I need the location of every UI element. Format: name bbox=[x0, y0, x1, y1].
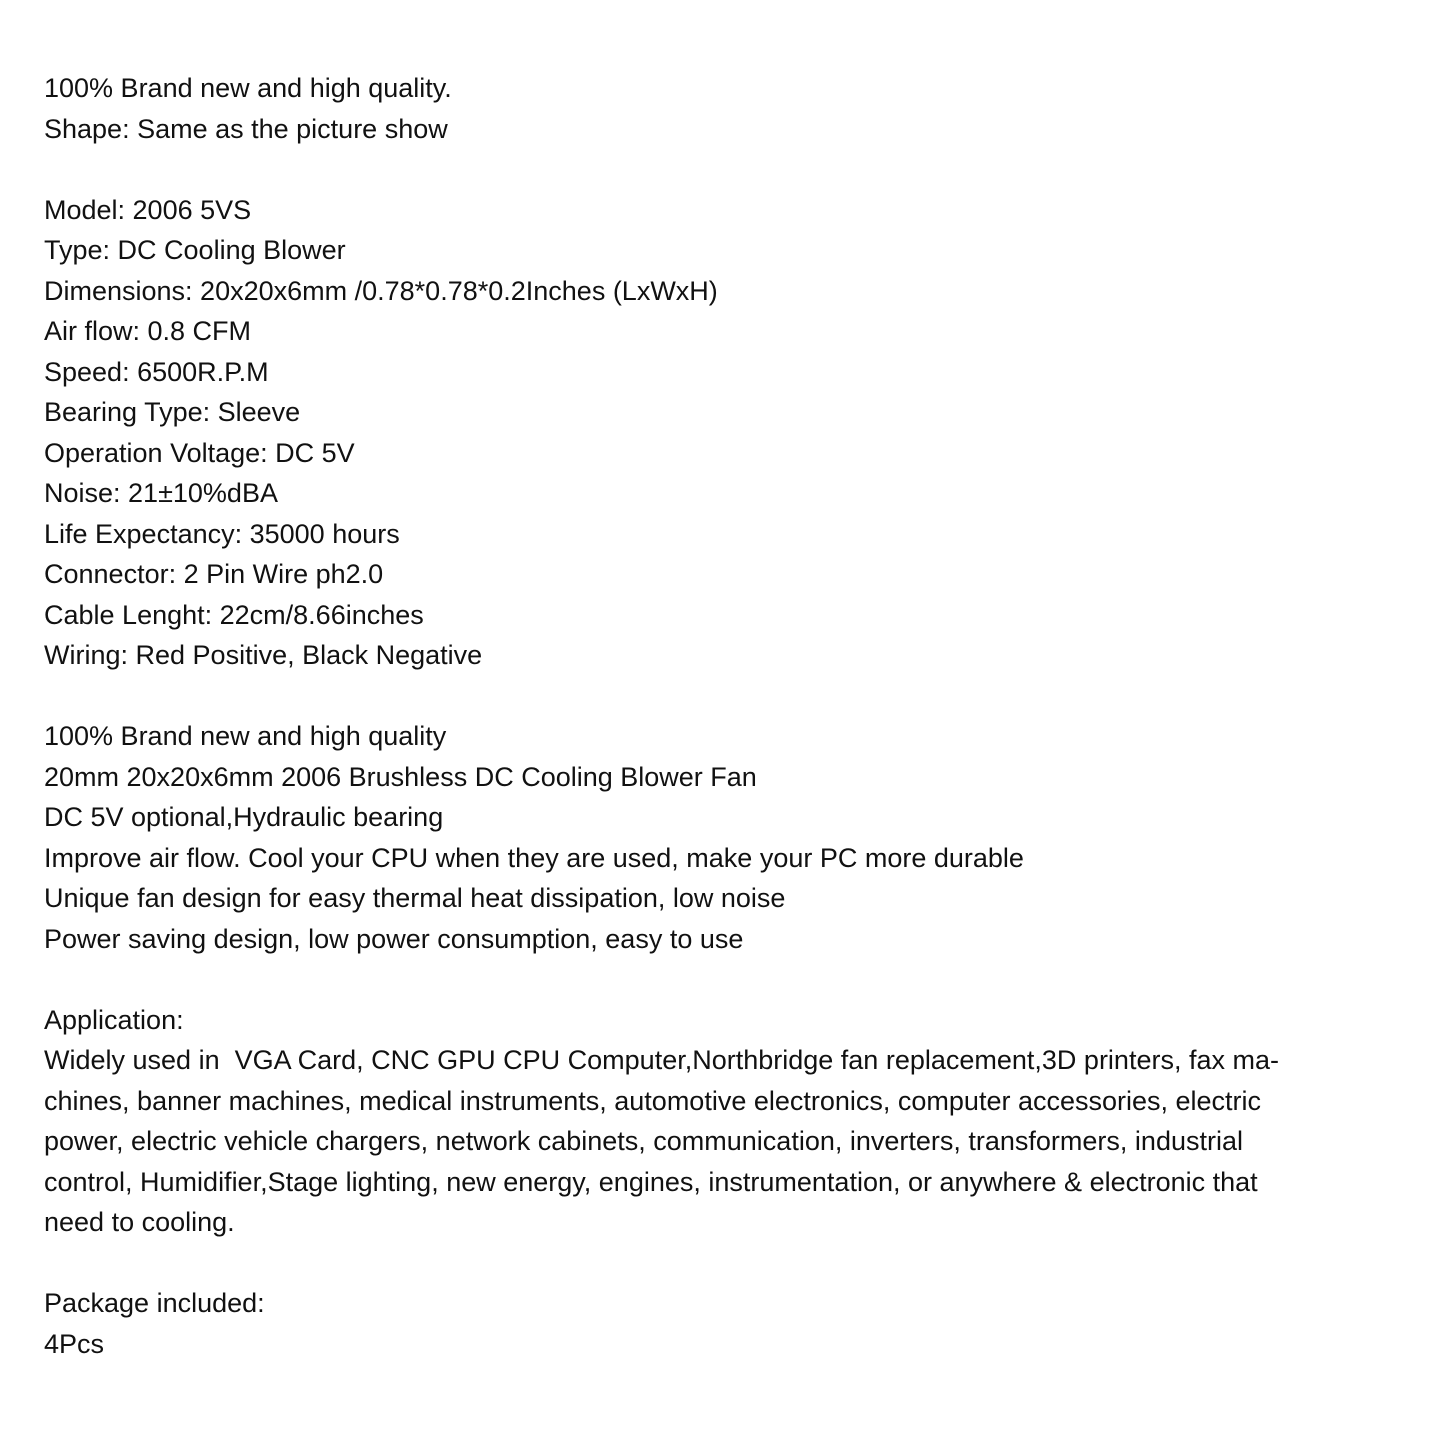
spacer bbox=[44, 1243, 1404, 1284]
application-text-line: Widely used in VGA Card, CNC GPU CPU Computer,Northbridge fan replacement,3D printers, fax ma- bbox=[44, 1045, 1279, 1075]
spacer bbox=[44, 676, 1404, 717]
product-description bbox=[44, 68, 1404, 1364]
spec-dimensions: Dimensions: 20x20x6mm /0.78*0.78*0.2Inches (LxWxH) bbox=[44, 275, 718, 306]
application-text-line: chines, banner machines, medical instruments, automotive electronics, computer accessories, electric bbox=[44, 1085, 1262, 1116]
intro-line-quality: 100% Brand new and high quality. bbox=[44, 73, 452, 103]
spec-noise: Noise: 21±10%dBA bbox=[44, 478, 278, 508]
application-text-line: need to cooling. bbox=[44, 1207, 235, 1237]
package-section bbox=[44, 1283, 1404, 1364]
feature-item: 100% Brand new and high quality bbox=[44, 721, 447, 751]
application-text-line: control, Humidifier,Stage lighting, new energy, engines, instrumentation, or anywhere & electronic that bbox=[44, 1166, 1258, 1197]
feature-item: Power saving design, low power consumption, easy to use bbox=[44, 923, 744, 954]
spacer bbox=[44, 959, 1404, 1000]
spec-speed: Speed: 6500R.P.M bbox=[44, 356, 269, 387]
feature-item: Unique fan design for easy thermal heat dissipation, low noise bbox=[44, 883, 786, 913]
spec-bearing-type: Bearing Type: Sleeve bbox=[44, 397, 301, 427]
application-heading: Application: bbox=[44, 1004, 184, 1035]
spec-model: Model: 2006 5VS bbox=[44, 194, 252, 225]
spec-operation-voltage: Operation Voltage: DC 5V bbox=[44, 437, 355, 468]
spec-connector: Connector: 2 Pin Wire ph2.0 bbox=[44, 559, 384, 589]
application-text-line: power, electric vehicle chargers, network cabinets, communication, inverters, transformers, industrial bbox=[44, 1126, 1243, 1156]
intro-line-shape: Shape: Same as the picture show bbox=[44, 113, 448, 144]
spec-type: Type: DC Cooling Blower bbox=[44, 235, 346, 265]
package-content: 4Pcs bbox=[44, 1328, 105, 1359]
features-list bbox=[44, 716, 1404, 959]
feature-item: 20mm 20x20x6mm 2006 Brushless DC Cooling Blower Fan bbox=[44, 761, 757, 792]
specs-list bbox=[44, 190, 1404, 676]
package-heading: Package included: bbox=[44, 1288, 265, 1318]
spec-cable-length: Cable Lenght: 22cm/8.66inches bbox=[44, 599, 424, 630]
application-section bbox=[44, 1000, 1404, 1243]
spec-wiring: Wiring: Red Positive, Black Negative bbox=[44, 640, 483, 670]
spec-life-expectancy: Life Expectancy: 35000 hours bbox=[44, 518, 400, 549]
spacer bbox=[44, 149, 1404, 190]
spec-air-flow: Air flow: 0.8 CFM bbox=[44, 316, 252, 346]
feature-item: DC 5V optional,Hydraulic bearing bbox=[44, 802, 444, 832]
feature-item: Improve air flow. Cool your CPU when they are used, make your PC more durable bbox=[44, 842, 1024, 873]
